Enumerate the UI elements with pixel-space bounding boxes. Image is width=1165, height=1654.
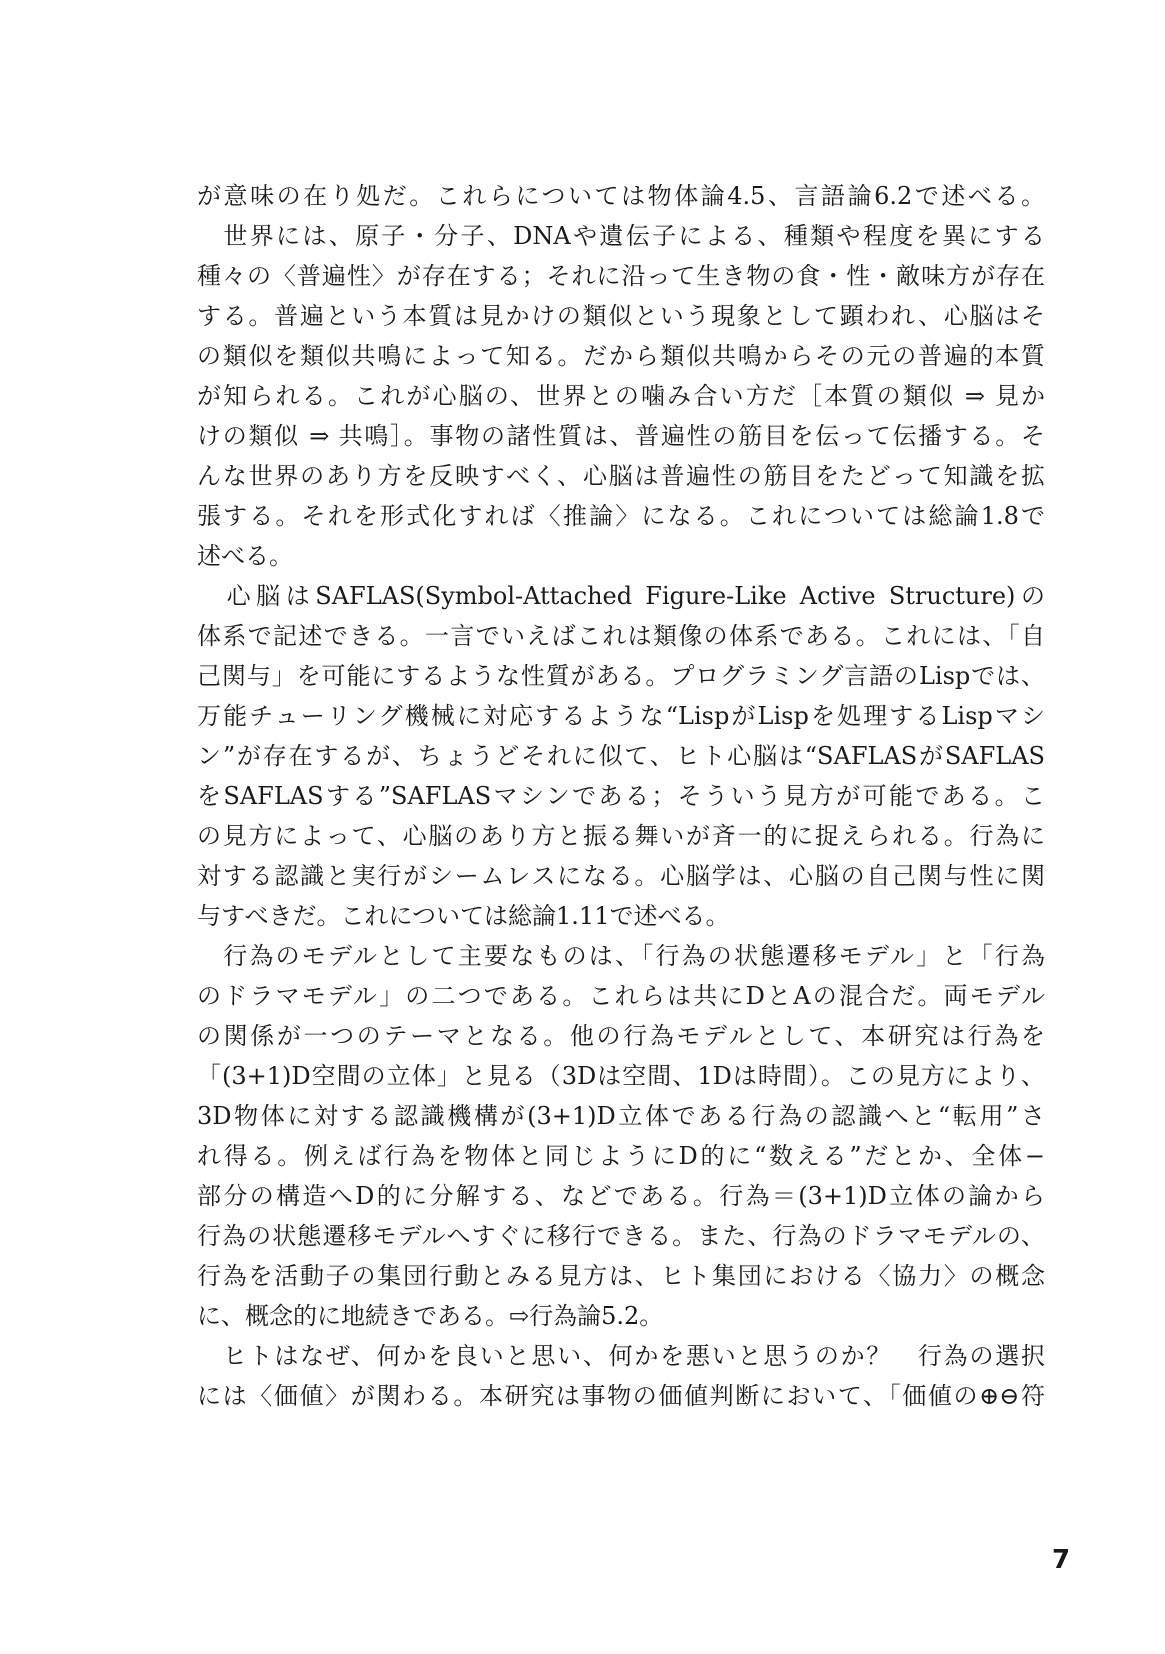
text-line: 与すべきだ。これについては総論1.11で述べる。 bbox=[197, 902, 730, 930]
page-number: 7 bbox=[1052, 1545, 1071, 1575]
text-line: に、概念的に地続きである。⇨行為論5.2。 bbox=[197, 1302, 664, 1330]
text-line: の見方によって、心脳のあり方と振る舞いが斉一的に捉えられる。行為に bbox=[197, 822, 1045, 850]
text-line: 部分の構造へD的に分解する、などである。行為＝(3+1)D立体の論から bbox=[197, 1182, 1045, 1210]
text-line: ン”が存在するが、ちょうどそれに似て、ヒト心脳は“SAFLASがSAFLAS bbox=[197, 742, 1045, 770]
text-line: 万能チューリング機械に対応するような“LispがLispを処理するLispマシ bbox=[197, 702, 1045, 730]
text-line: 種々の〈普遍性〉が存在する；それに沿って生き物の食・性・敵味方が存在 bbox=[197, 262, 1045, 290]
text-line: れ得る。例えば行為を物体と同じようにD的に“数える”だとか、全体− bbox=[197, 1142, 1045, 1170]
text-line: 行為の状態遷移モデルへすぐに移行できる。また、行為のドラマモデルの、 bbox=[197, 1222, 1045, 1250]
text-line: 対する認識と実行がシームレスになる。心脳学は、心脳の自己関与性に関 bbox=[197, 862, 1045, 890]
text-line: 「(3+1)D空間の立体」と見る（3Dは空間、1Dは時間）。この見方により、 bbox=[197, 1062, 1045, 1090]
text-line: 行為のモデルとして主要なものは、「行為の状態遷移モデル」と「行為 bbox=[197, 942, 1045, 970]
text-line: 行為を活動子の集団行動とみる見方は、ヒト集団における〈協力〉の概念 bbox=[197, 1262, 1045, 1290]
text-line: の関係が一つのテーマとなる。他の行為モデルとして、本研究は行為を bbox=[197, 1022, 1045, 1050]
text-line: の類似を類似共鳴によって知る。だから類似共鳴からその元の普遍的本質 bbox=[197, 342, 1045, 370]
text-line: 体系で記述できる。一言でいえばこれは類像の体系である。これには、「自 bbox=[197, 622, 1045, 650]
text-line: 3D物体に対する認識機構が(3+1)D立体である行為の認識へと“転用”さ bbox=[197, 1102, 1045, 1130]
text-line: ヒトはなぜ、何かを良いと思い、何かを悪いと思うのか？ 行為の選択 bbox=[197, 1342, 1045, 1370]
text-line: んな世界のあり方を反映すべく、心脳は普遍性の筋目をたどって知識を拡 bbox=[197, 462, 1045, 490]
body-text bbox=[197, 176, 1045, 1416]
text-line: が意味の在り処だ。これらについては物体論4.5、言語論6.2で述べる。 bbox=[197, 182, 1045, 210]
text-line: 世界には、原子・分子、DNAや遺伝子による、種類や程度を異にする bbox=[197, 222, 1045, 250]
text-line: 張する。それを形式化すれば〈推論〉になる。これについては総論1.8で bbox=[197, 502, 1045, 530]
text-line: けの類似 ⇒ 共鳴］。事物の諸性質は、普遍性の筋目を伝って伝播する。そ bbox=[197, 422, 1045, 450]
text-line: 心脳はSAFLAS(Symbol-Attached Figure-Like Active Structure)の bbox=[197, 582, 1045, 610]
text-line: をSAFLASする”SAFLASマシンである；そういう見方が可能である。こ bbox=[197, 782, 1045, 810]
text-line: 己関与」を可能にするような性質がある。プログラミング言語のLispでは、 bbox=[197, 662, 1045, 690]
text-line: する。普遍という本質は見かけの類似という現象として顕われ、心脳はそ bbox=[197, 302, 1045, 330]
text-line: には〈価値〉が関わる。本研究は事物の価値判断において、「価値の⊕⊖符 bbox=[197, 1382, 1045, 1410]
text-line: が知られる。これが心脳の、世界との噛み合い方だ［本質の類似 ⇒ 見か bbox=[197, 382, 1045, 410]
text-line: 述べる。 bbox=[197, 542, 293, 570]
text-line: のドラマモデル」の二つである。これらは共にDとAの混合だ。両モデル bbox=[197, 982, 1046, 1010]
